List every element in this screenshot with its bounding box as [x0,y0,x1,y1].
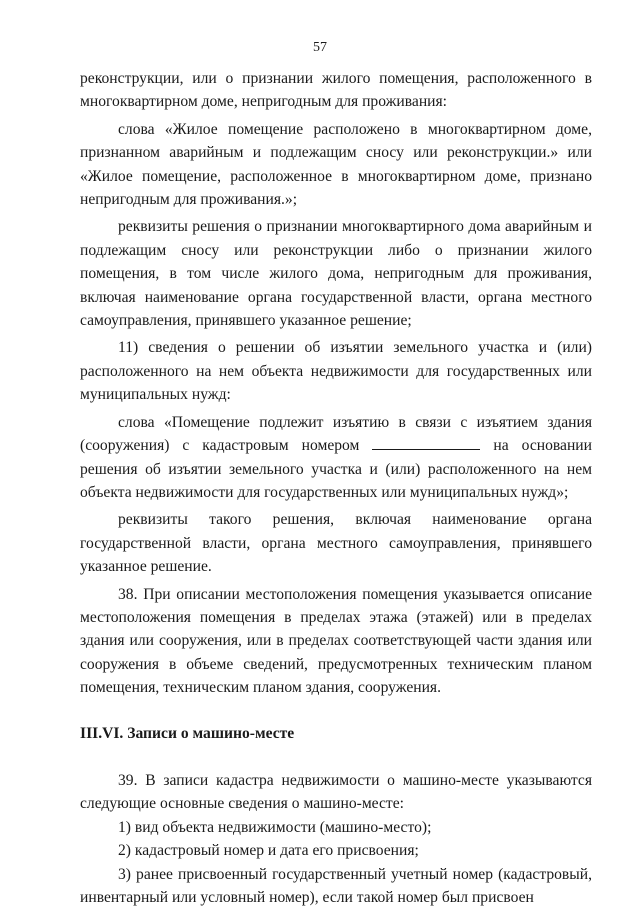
paragraph: 11) сведения о решении об изъятии земельного участка и (или) расположенного на нем объекта недвижимости для государственных или муниципальных нужд: [80,339,592,404]
paragraph: реконструкции, или о признании жилого помещения, расположенного в многоквартирном доме, непригодным для проживания: [80,70,592,111]
paragraph-part: на основании решения об изъятии земельного участка и (или) расположенного на нем объекта недвижимости для государственных или муниципальных нужд»; [80,437,592,501]
paragraph-part: слова «Помещение подлежит изъятию в связи с изъятием здания (сооружения) с кадастровым номером [80,413,592,455]
list-item: 1) вид объекта недвижимости (машино-место); [118,818,432,836]
blank-line [372,435,480,450]
list-item: 3) ранее присвоенный государственный учетный номер (кадастровый, инвентарный или условный номер), если такой номер был присвоен [80,865,592,906]
paragraph: реквизиты такого решения, включая наименование органа государственной власти, органа местного самоуправления, принявшего указанное решение. [80,511,592,576]
paragraph: реквизиты решения о признании многоквартирного дома аварийным и подлежащим сносу или реконструкции либо о признании жилого помещения, в том числе жилого дома, непригодным для проживания, включая наименование органа государственной власти, органа местного самоуправления, принявшего указанное решение; [80,218,592,330]
page-number: 57 [313,40,327,55]
list-item: 2) кадастровый номер и дата его присвоения; [118,842,419,860]
document-body [80,67,592,909]
paragraph: 38. При описании местоположения помещения указывается описание местоположения помещения в пределах этажа (этажей) или в пределах здания или сооружения, или в пределах соответствующей части здания или сооружения в объеме сведений, предусмотренных техническим планом помещения, техническим планом здания, сооружения. [80,585,592,697]
paragraph: слова «Жилое помещение расположено в многоквартирном доме, признанном аварийным и подлежащим сносу или реконструкции.» или «Жилое помещение, расположенное в многоквартирном доме, признано непригодным для проживания.»; [80,120,592,209]
paragraph: 39. В записи кадастра недвижимости о машино-месте указываются следующие основные сведения о машино-месте: [80,771,592,813]
paragraph-with-blank [80,411,592,505]
section-heading: III.VI. Записи о машино-месте [80,724,295,742]
